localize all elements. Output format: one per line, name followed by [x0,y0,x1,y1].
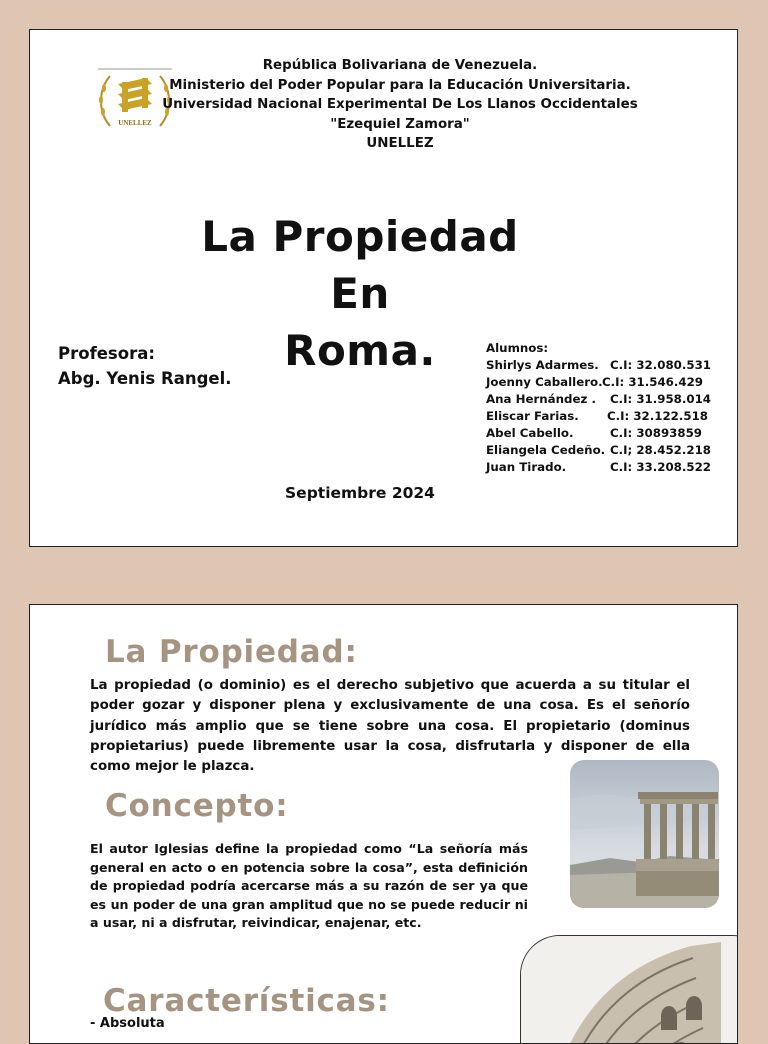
institution-line: UNELLEZ [366,136,434,151]
heading-concepto: Concepto: [105,788,289,824]
student-name: Shirlys Adarmes. [486,358,599,372]
student-row [486,391,726,408]
professor-block [58,341,232,391]
colosseum-image [520,935,738,1044]
paragraph-propiedad: La propiedad (o dominio) es el derecho subjetivo que acuerda a su titular el poder gozar y disponer plena y exclusivamente de una cosa. Es el señorío jurídico más amplio que se tiene sobre una cosa. El propietario (dominus propietarius) puede libremente usar la cosa, disfrutarla y disponer de ella como mejor le plazca. [90,678,690,775]
student-row [486,442,726,459]
student-name: Eliangela Cedeño. [486,443,606,457]
professor-label: Profesora: [58,344,155,363]
cover-page [29,29,738,547]
institution-line: Ministerio del Poder Popular para la Educación Universitaria. [169,77,631,93]
student-row [486,374,726,391]
characteristic-item: - Absoluta [90,1016,165,1031]
student-name: Eliscar Farias. [486,409,579,423]
student-row [486,408,726,425]
heading-propiedad: La Propiedad: [105,634,358,670]
acropolis-image [570,760,719,908]
document-date: Septiembre 2024 [285,484,435,502]
student-row [486,357,726,374]
student-name: Ana Hernández . [486,392,596,406]
student-ci: C.I: 30893859 [610,426,703,440]
student-ci: C.I: 33.208.522 [610,460,711,474]
student-row [486,425,726,442]
content-page [29,604,738,1044]
students-block [486,340,726,476]
student-ci: C.I: 32.080.531 [610,358,711,372]
title-line: Roma. [284,326,436,375]
institution-header [160,56,640,154]
students-label: Alumnos: [486,341,549,355]
institution-line: "Ezequiel Zamora" [330,116,470,132]
paragraph-concepto: El autor Iglesias define la propiedad como “La señoría más general en acto o en potencia sobre la cosa”, esta definición de propiedad podría acercarse más a su razón de ser ya que es un poder de una gran amplitud que no se puede reducir ni a usar, ni a disfrutar, reivindicar, enajenar, etc. [90,841,528,931]
institution-line: República Bolivariana de Venezuela. [262,58,538,73]
student-name: Joenny Caballero. [486,375,603,389]
title-line: En [330,269,390,318]
student-name: Abel Cabello. [486,426,574,440]
heading-caracteristicas: Características: [103,983,390,1019]
title-line: La Propiedad [201,212,519,261]
student-ci: C.I; 28.452.218 [610,443,711,457]
institution-line: Universidad Nacional Experimental De Los Llanos Occidentales [162,97,638,112]
student-ci: C.I: 31.546.429 [602,375,703,389]
student-ci: C.I: 31.958.014 [610,392,711,406]
student-row [486,459,726,476]
student-ci: C.I: 32.122.518 [607,409,708,423]
logo-text: UNELLEZ [118,119,152,127]
professor-name: Abg. Yenis Rangel. [58,369,232,388]
student-name: Juan Tirado. [486,460,567,474]
